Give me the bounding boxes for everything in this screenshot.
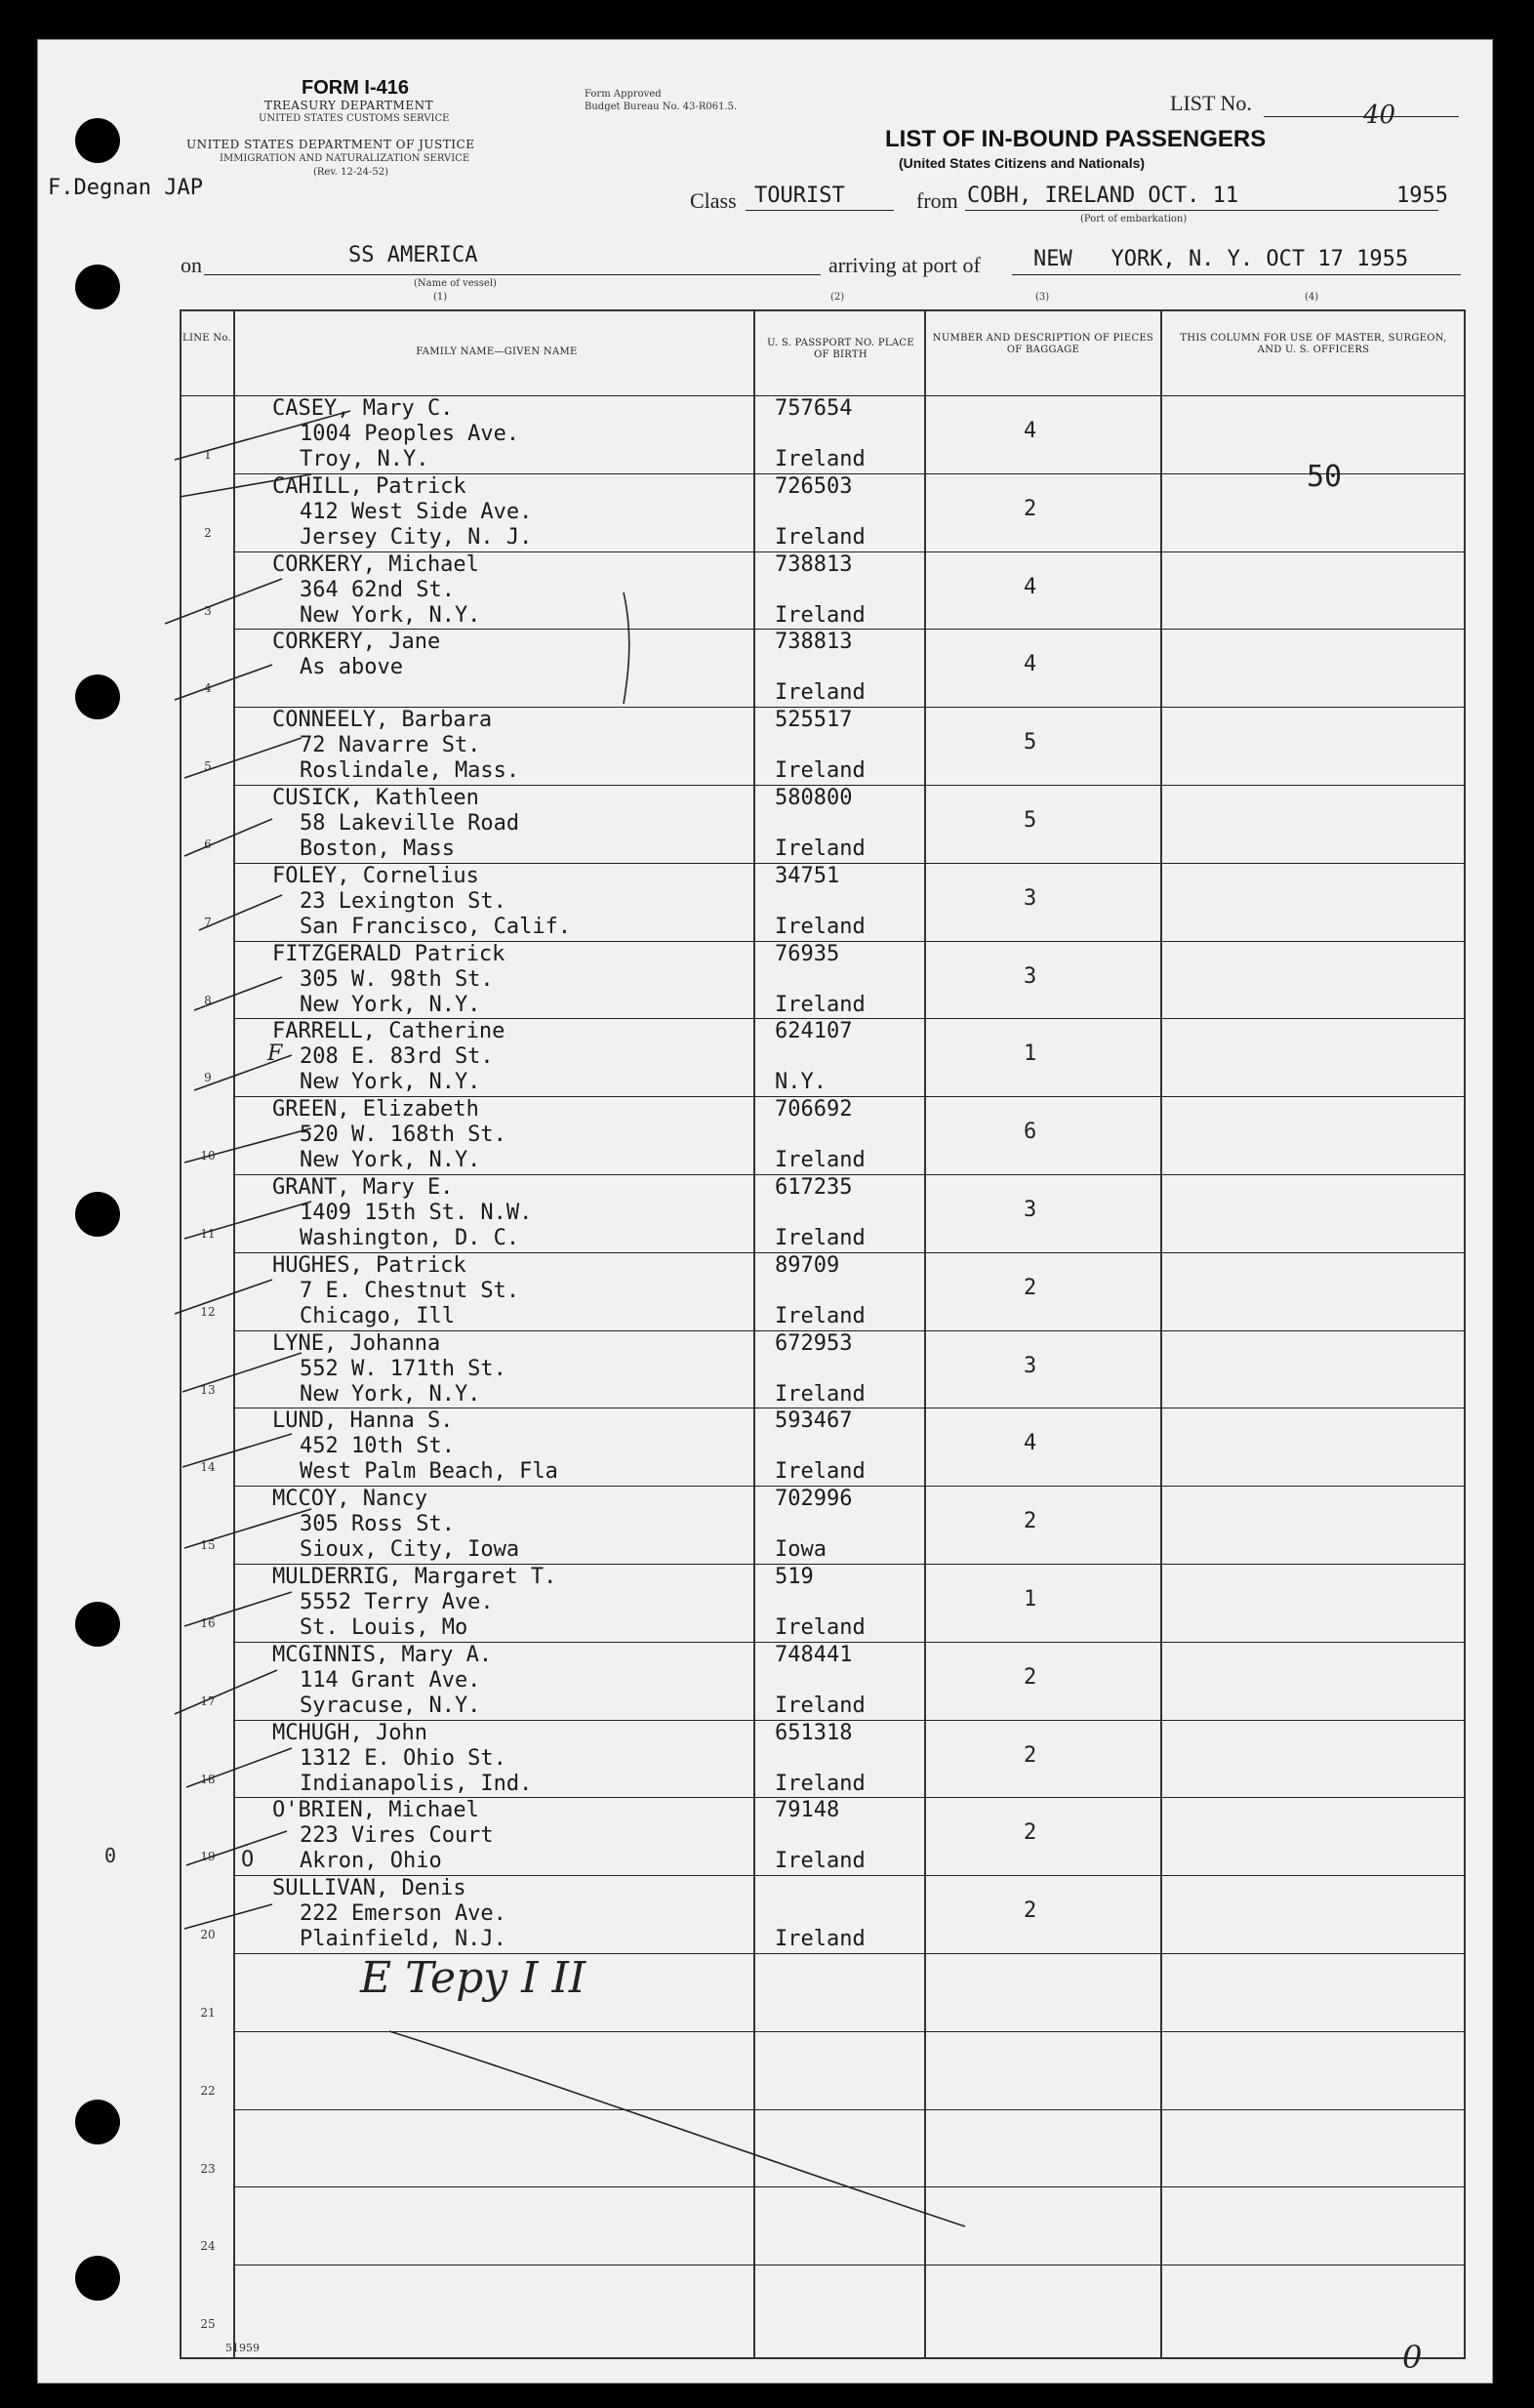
baggage-count: 3 — [1024, 885, 1037, 911]
passport-number: 706692 — [775, 1097, 853, 1122]
margin-f-row9: F — [267, 1041, 283, 1066]
place-of-birth: Ireland — [775, 1849, 866, 1874]
passport-number: 76935 — [775, 941, 840, 966]
passenger-address-1: 452 10th St. — [300, 1434, 455, 1459]
margin-o-row20: O — [241, 1848, 255, 1872]
from-value: COBH, IRELAND OCT. 11 — [967, 184, 1239, 208]
line-number: 5 — [204, 759, 212, 774]
passenger-address-1: 5552 Terry Ave. — [300, 1590, 494, 1614]
passenger-name: LUND, Hanna S. — [272, 1408, 454, 1434]
col-header-baggage: NUMBER AND DESCRIPTION OF PIECES OF BAGGAGE — [932, 333, 1154, 355]
line-number: 12 — [200, 1304, 216, 1319]
passenger-address-2: Indianapolis, Ind. — [300, 1771, 533, 1796]
passenger-name: HUGHES, Patrick — [272, 1252, 466, 1278]
line-number: 15 — [200, 1538, 216, 1553]
ins-label: IMMIGRATION AND NATURALIZATION SERVICE — [220, 153, 470, 164]
line-number: 8 — [204, 993, 212, 1007]
line-number: 3 — [204, 603, 212, 618]
baggage-count: 3 — [1024, 1353, 1037, 1378]
year-value: 1955 — [1396, 184, 1448, 208]
arrival-value: NEW YORK, N. Y. OCT 17 1955 — [1033, 247, 1409, 271]
col-num-2: (2) — [830, 292, 845, 303]
port-embarkation-caption: (Port of embarkation) — [1080, 214, 1188, 224]
passenger-name: FARRELL, Catherine — [272, 1019, 505, 1044]
passenger-address-1: 72 Navarre St. — [300, 733, 481, 758]
passenger-address-2: Chicago, Ill — [300, 1303, 455, 1328]
document-subtitle: (United States Citizens and Nationals) — [899, 155, 1146, 171]
line-number: 21 — [200, 2006, 216, 2020]
customs-label: UNITED STATES CUSTOMS SERVICE — [259, 113, 450, 124]
class-label: Class — [690, 188, 737, 213]
list-no-value: 40 — [1363, 101, 1396, 130]
passenger-address-2: New York, N.Y. — [300, 1148, 481, 1173]
passenger-address-1: 7 E. Chestnut St. — [300, 1278, 520, 1303]
vessel-value: SS AMERICA — [348, 243, 478, 267]
passenger-name: MCHUGH, John — [272, 1720, 427, 1745]
place-of-birth: Ireland — [775, 1381, 866, 1407]
signature: E Tepy I II — [360, 1953, 586, 2003]
baggage-count: 3 — [1024, 1198, 1037, 1222]
line-number: 25 — [200, 2317, 216, 2332]
passport-number: 34751 — [775, 863, 840, 888]
passenger-name: GREEN, Elizabeth — [272, 1097, 479, 1122]
line-number: 13 — [200, 1382, 216, 1397]
passenger-address-1: 552 W. 171th St. — [300, 1356, 506, 1381]
place-of-birth: Ireland — [775, 1693, 866, 1718]
manifest-page — [37, 39, 1493, 2384]
passenger-name: GRANT, Mary E. — [272, 1175, 454, 1200]
passport-number: 593467 — [775, 1408, 853, 1434]
passport-number: 757654 — [775, 396, 853, 421]
baggage-count: 2 — [1024, 1820, 1037, 1846]
place-of-birth: Ireland — [775, 602, 866, 628]
place-of-birth: N.Y. — [775, 1070, 827, 1095]
passenger-address-1: 223 Vires Court — [300, 1823, 494, 1849]
passenger-address-2: New York, N.Y. — [300, 992, 481, 1017]
passenger-name: CUSICK, Kathleen — [272, 786, 479, 810]
revision-label: (Rev. 12-24-52) — [313, 167, 389, 178]
passenger-name: CORKERY, Jane — [272, 630, 441, 655]
passenger-address-1: 1409 15th St. N.W. — [300, 1201, 533, 1225]
margin-zero: 0 — [104, 1844, 117, 1867]
line-number: 19 — [200, 1850, 216, 1864]
place-of-birth: Ireland — [775, 1615, 866, 1640]
place-of-birth: Ireland — [775, 1927, 866, 1952]
baggage-count: 4 — [1024, 1431, 1037, 1456]
line-number: 16 — [200, 1616, 216, 1630]
passport-number: 738813 — [775, 551, 853, 577]
check-marks — [38, 40, 1492, 2383]
passport-number: 525517 — [775, 708, 853, 733]
passenger-address-2: New York, N.Y. — [300, 1070, 481, 1095]
line-number: 6 — [204, 837, 212, 851]
place-of-birth: Ireland — [775, 837, 866, 861]
line-number: 4 — [204, 681, 212, 696]
passenger-address-2: Jersey City, N. J. — [300, 524, 533, 550]
line-number: 2 — [204, 525, 212, 540]
col-num-4: (4) — [1305, 292, 1319, 303]
baggage-count: 1 — [1024, 1041, 1037, 1067]
place-of-birth: Ireland — [775, 680, 866, 706]
passenger-name: MCCOY, Nancy — [272, 1487, 427, 1512]
baggage-count: 1 — [1024, 1587, 1037, 1612]
line-number: 1 — [204, 448, 212, 462]
passenger-address-2: Roslindale, Mass. — [300, 758, 520, 784]
passport-number: 79148 — [775, 1798, 840, 1823]
passenger-name: FITZGERALD Patrick — [272, 941, 505, 966]
passenger-name: CAHILL, Patrick — [272, 473, 466, 499]
form-number: FORM I-416 — [302, 77, 410, 99]
line-number: 14 — [200, 1460, 216, 1475]
passenger-name: O'BRIEN, Michael — [272, 1798, 479, 1823]
passenger-address-2: New York, N.Y. — [300, 1381, 481, 1407]
place-of-birth: Ireland — [775, 758, 866, 784]
on-label: on — [181, 253, 202, 277]
passenger-address-1: 1004 Peoples Ave. — [300, 422, 520, 446]
baggage-count: 4 — [1024, 419, 1037, 443]
col-header-officers: THIS COLUMN FOR USE OF MASTER, SURGEON, AND U. S. OFFICERS — [1180, 333, 1447, 355]
passenger-address-1: 520 W. 168th St. — [300, 1122, 506, 1148]
passenger-address-2: West Palm Beach, Fla — [300, 1459, 558, 1485]
line-number: 11 — [200, 1227, 216, 1241]
passenger-address-1: 1312 E. Ohio St. — [300, 1745, 506, 1771]
baggage-count: 2 — [1024, 1509, 1037, 1534]
passenger-address-2: Sioux, City, Iowa — [300, 1537, 520, 1563]
passport-number: 672953 — [775, 1330, 853, 1356]
passenger-address-2: Syracuse, N.Y. — [300, 1693, 481, 1718]
baggage-count: 6 — [1024, 1120, 1037, 1145]
baggage-count: 2 — [1024, 1742, 1037, 1768]
line-number: 24 — [200, 2239, 216, 2254]
line-number: 10 — [200, 1149, 216, 1163]
class-value: TOURIST — [754, 184, 845, 208]
baggage-count: 5 — [1024, 730, 1037, 755]
col-num-1: (1) — [433, 292, 448, 303]
passenger-name: CASEY, Mary C. — [272, 396, 454, 421]
list-no-label: LIST No. — [1170, 91, 1252, 115]
passport-number: 519 — [775, 1565, 814, 1589]
place-of-birth: Ireland — [775, 914, 866, 939]
passport-number: 624107 — [775, 1019, 853, 1044]
col-header-passport: U. S. PASSPORT NO. PLACE OF BIRTH — [767, 338, 914, 360]
line-number: 7 — [204, 915, 212, 929]
from-label: from — [916, 188, 958, 213]
line-number: 9 — [204, 1071, 212, 1085]
passport-number: 617235 — [775, 1175, 853, 1200]
footer-mark: 0 — [1402, 2339, 1423, 2376]
passenger-address-1: 23 Lexington St. — [300, 888, 506, 914]
passenger-name: MULDERRIG, Margaret T. — [272, 1565, 557, 1589]
passenger-address-2: San Francisco, Calif. — [300, 914, 572, 939]
passenger-address-1: 364 62nd St. — [300, 577, 455, 602]
passenger-address-1: As above — [300, 655, 403, 680]
place-of-birth: Ireland — [775, 447, 866, 471]
document-title: LIST OF IN-BOUND PASSENGERS — [885, 126, 1267, 152]
col-header-line: LINE No. — [182, 333, 231, 344]
baggage-count: 2 — [1024, 1664, 1037, 1690]
passenger-address-2: New York, N.Y. — [300, 602, 481, 628]
passenger-address-2: Troy, N.Y. — [300, 447, 429, 471]
form-approved: Form Approved — [585, 89, 662, 100]
treasury-label: TREASURY DEPARTMENT — [264, 99, 434, 112]
budget-bureau: Budget Bureau No. 43-R061.5. — [585, 102, 738, 112]
passport-number: 651318 — [775, 1720, 853, 1745]
place-of-birth: Ireland — [775, 1303, 866, 1328]
justice-label: UNITED STATES DEPARTMENT OF JUSTICE — [186, 138, 475, 151]
line-number: 22 — [200, 2083, 216, 2098]
line-number: 18 — [200, 1772, 216, 1786]
passenger-address-2: Akron, Ohio — [300, 1849, 442, 1874]
passenger-name: CORKERY, Michael — [272, 551, 479, 577]
line-number: 17 — [200, 1694, 216, 1708]
passenger-address-2: Washington, D. C. — [300, 1226, 520, 1250]
baggage-count: 2 — [1024, 496, 1037, 521]
passenger-address-2: Boston, Mass — [300, 837, 455, 861]
passport-number: 580800 — [775, 786, 853, 810]
line-number: 20 — [200, 1928, 216, 1942]
place-of-birth: Iowa — [775, 1537, 827, 1563]
baggage-count: 5 — [1024, 808, 1037, 833]
passport-number: 738813 — [775, 630, 853, 655]
vessel-caption: (Name of vessel) — [414, 278, 497, 289]
place-of-birth: Ireland — [775, 1226, 866, 1250]
passport-number: 89709 — [775, 1252, 840, 1278]
place-of-birth: Ireland — [775, 524, 866, 550]
annotation-degnan: F.Degnan JAP — [48, 176, 203, 200]
officer-note: 50 — [1307, 460, 1343, 494]
line-number: 23 — [200, 2161, 216, 2176]
passenger-name: LYNE, Johanna — [272, 1330, 441, 1356]
place-of-birth: Ireland — [775, 1771, 866, 1796]
place-of-birth: Ireland — [775, 1148, 866, 1173]
passenger-address-2: Plainfield, N.J. — [300, 1927, 506, 1952]
passport-number: 748441 — [775, 1642, 853, 1667]
passenger-address-1: 208 E. 83rd St. — [300, 1044, 494, 1070]
passenger-address-1: 412 West Side Ave. — [300, 499, 533, 524]
passenger-address-1: 58 Lakeville Road — [300, 811, 520, 836]
baggage-count: 2 — [1024, 1898, 1037, 1924]
col-num-3: (3) — [1035, 292, 1050, 303]
passenger-name: SULLIVAN, Denis — [272, 1876, 466, 1901]
passenger-address-1: 305 W. 98th St. — [300, 966, 494, 992]
passenger-name: CONNEELY, Barbara — [272, 708, 493, 733]
passenger-address-2: St. Louis, Mo — [300, 1615, 468, 1640]
footer-code: 51959 — [225, 2342, 260, 2354]
baggage-count: 4 — [1024, 574, 1037, 599]
passenger-name: MCGINNIS, Mary A. — [272, 1642, 493, 1667]
passport-number: 702996 — [775, 1487, 853, 1512]
passport-number: 726503 — [775, 473, 853, 499]
place-of-birth: Ireland — [775, 992, 866, 1017]
baggage-count: 3 — [1024, 963, 1037, 989]
arriving-label: arriving at port of — [828, 253, 981, 277]
col-header-name: FAMILY NAME—GIVEN NAME — [416, 347, 578, 357]
baggage-count: 4 — [1024, 652, 1037, 677]
passenger-name: FOLEY, Cornelius — [272, 863, 479, 888]
baggage-count: 2 — [1024, 1275, 1037, 1300]
passenger-address-1: 305 Ross St. — [300, 1512, 455, 1537]
passenger-address-1: 114 Grant Ave. — [300, 1667, 481, 1693]
passenger-address-1: 222 Emerson Ave. — [300, 1901, 506, 1927]
place-of-birth: Ireland — [775, 1459, 866, 1485]
